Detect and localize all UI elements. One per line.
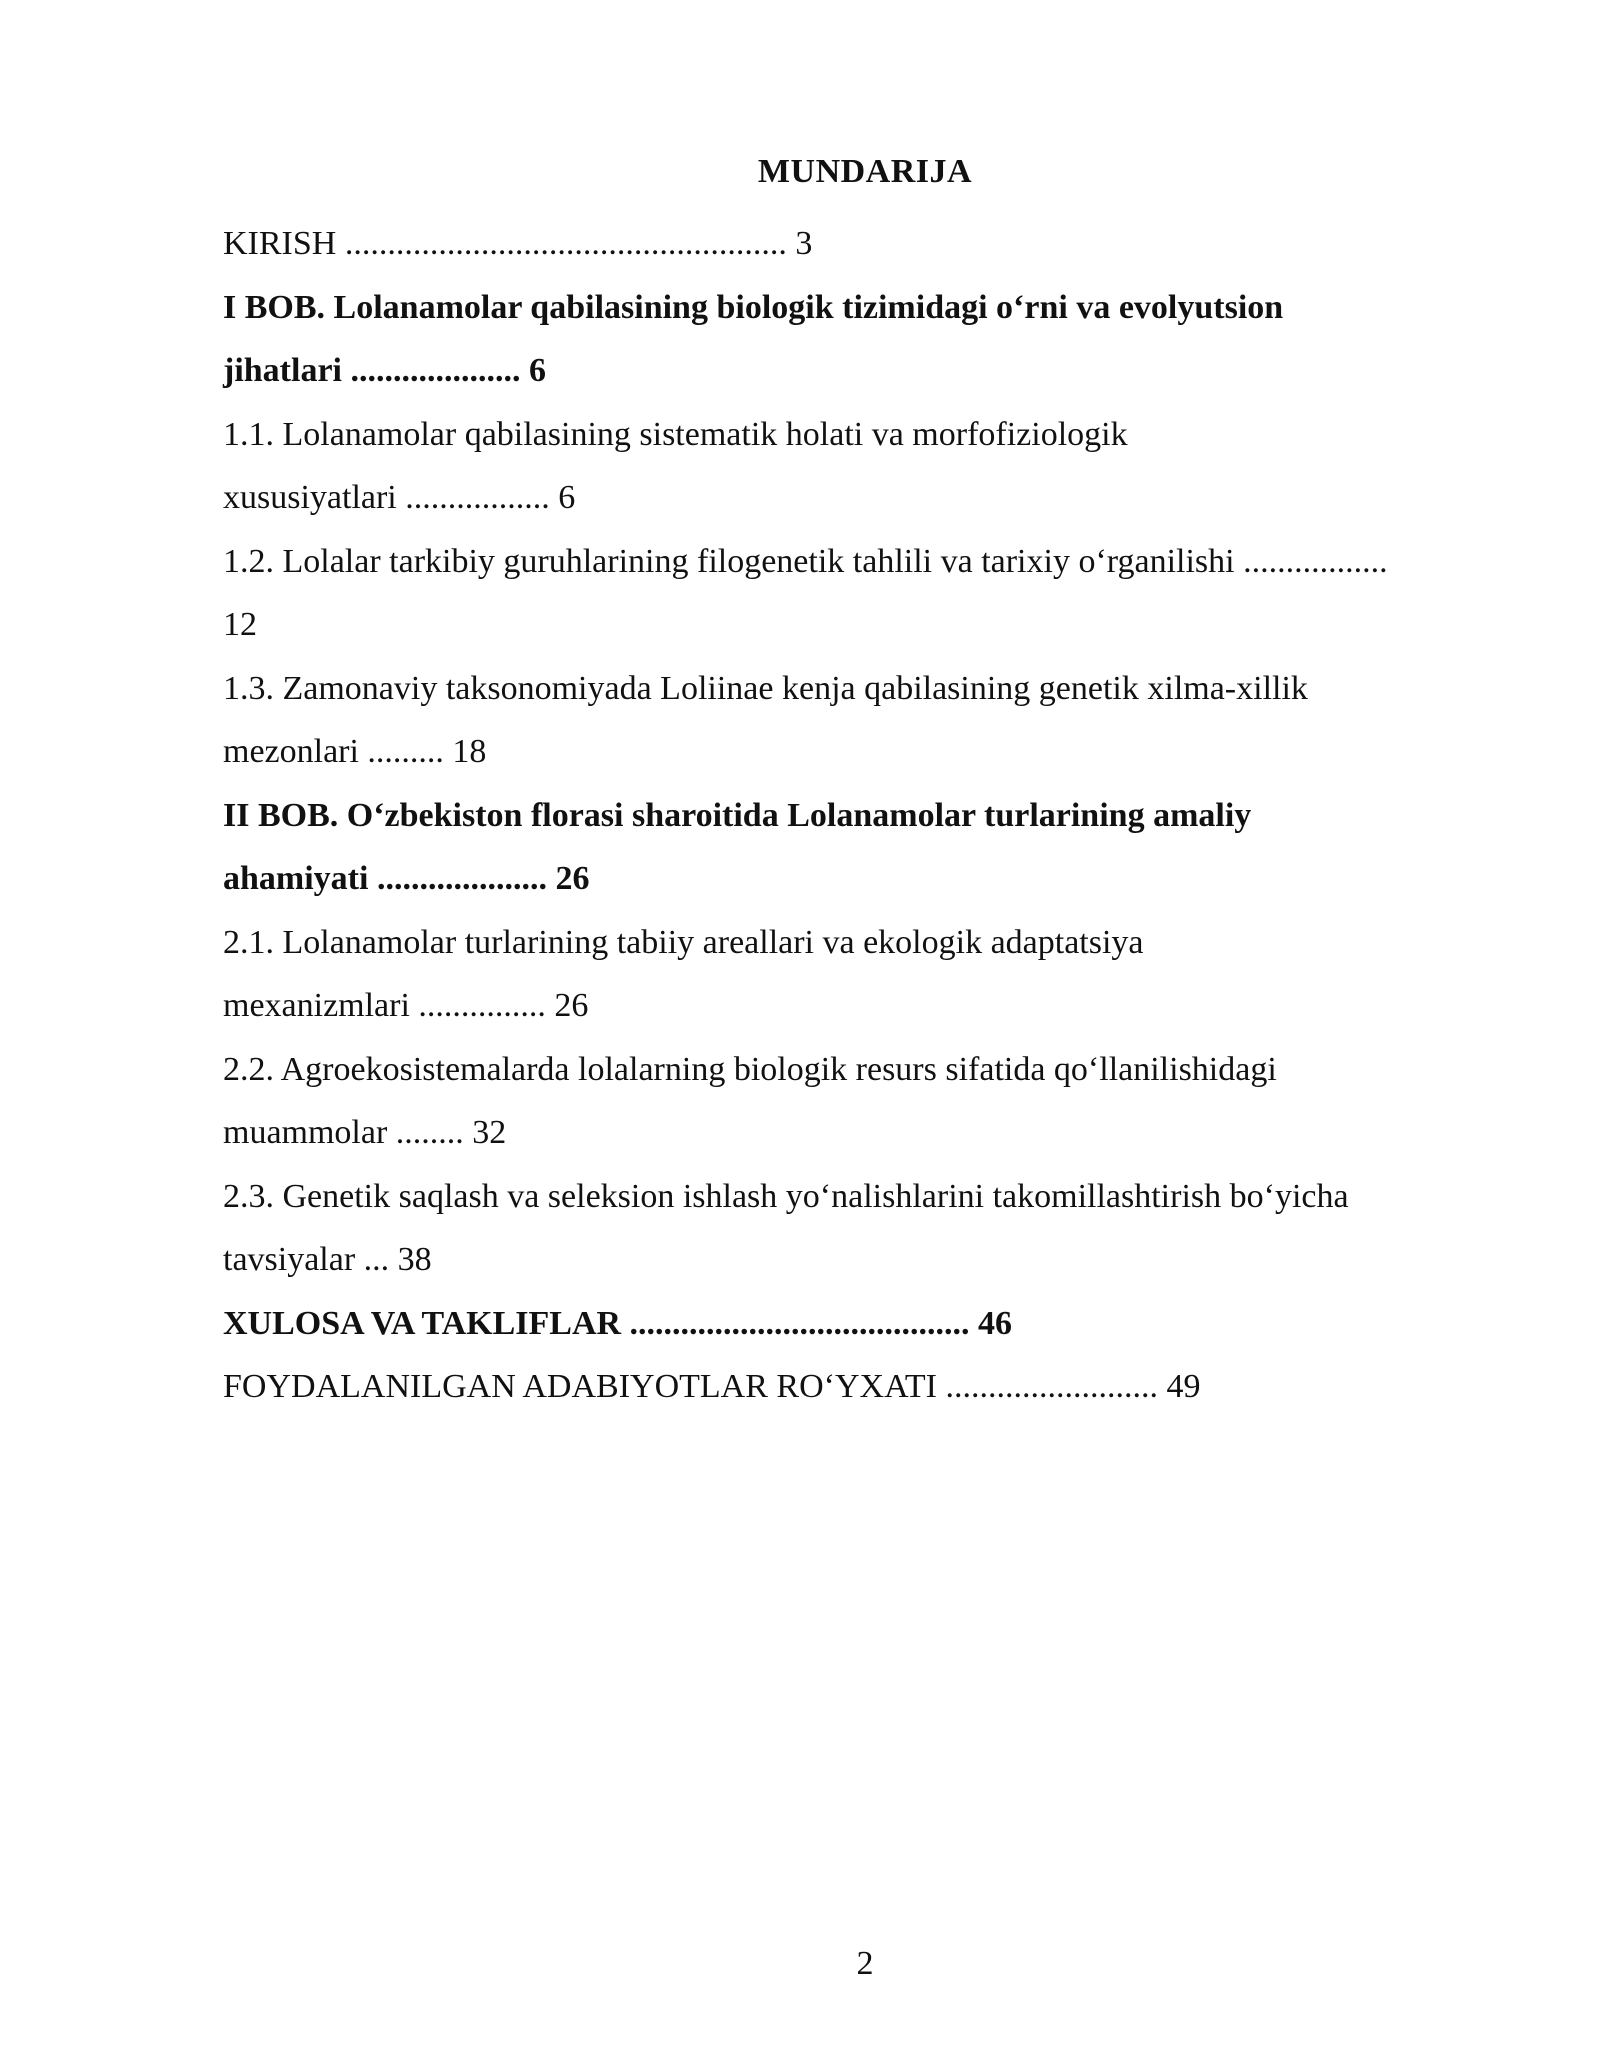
page-number: 2 [856,1945,874,1982]
toc-entry-line: tavsiyalar ... 38 [223,1241,432,1278]
toc-entry-line: II BOB. O‘zbekiston florasi sharoitida Lolanamolar turlarining amaliy [223,796,1252,834]
toc-entry-line: 1.3. Zamonaviy taksonomiyada Loliinae kenja qabilasining genetik xilma-xillik [223,669,1308,707]
toc-entry-line: 2.1. Lolanamolar turlarining tabiiy areallari va ekologik adaptatsiya [223,923,1144,961]
toc-entry-line: jihatlari .................... 6 [223,352,546,389]
toc-entry-line: 2.3. Genetik saqlash va seleksion ishlash yo‘nalishlarini takomillashtirish bo‘yicha [223,1177,1349,1215]
toc-entry-line: KIRISH .................................................... 3 [223,225,813,262]
toc-entry-line: muammolar ........ 32 [223,1114,507,1151]
toc-entry-line: xususiyatlari ................. 6 [223,479,576,516]
toc-entry-chapter-2[interactable] [223,784,1513,911]
toc-entry-line: 1.2. Lolalar tarkibiy guruhlarining filogenetik tahlili va tarixiy o‘rganilishi ................. [223,542,1388,580]
toc-entry-section-2-1[interactable] [223,911,1513,1038]
toc-entry-line: 12 [223,606,257,643]
toc-entry-section-1-2[interactable] [223,530,1513,657]
toc-entry-line: mezonlari ......... 18 [223,733,487,770]
toc-entry-section-2-3[interactable] [223,1165,1513,1292]
table-of-contents [223,212,1513,1419]
toc-entry-conclusion[interactable] [223,1292,1513,1356]
toc-entry-chapter-1[interactable] [223,276,1513,403]
toc-entry-line: 2.2. Agroekosistemalarda lolalarning biologik resurs sifatida qo‘llanilishidagi [223,1050,1277,1088]
toc-entry-section-1-1[interactable] [223,403,1513,530]
page-title: MUNDARIJA [757,153,973,190]
toc-entry-line: XULOSA VA TAKLIFLAR ........................................ 46 [223,1304,1013,1342]
toc-entry-line: 1.1. Lolanamolar qabilasining sistematik holati va morfofiziologik [223,415,1128,453]
toc-entry-references[interactable] [223,1355,1513,1419]
toc-entry-line: I BOB. Lolanamolar qabilasining biologik tizimidagi o‘rni va evolyutsion [223,288,1284,326]
toc-entry-line: ahamiyati .................... 26 [223,860,590,897]
toc-entry-line: FOYDALANILGAN ADABIYOTLAR RO‘YXATI ......................... 49 [223,1368,1201,1405]
toc-entry-section-2-2[interactable] [223,1038,1513,1165]
toc-entry-section-1-3[interactable] [223,657,1513,784]
toc-entry-line: mexanizmlari ............... 26 [223,987,589,1024]
toc-entry-introduction[interactable] [223,212,1513,276]
